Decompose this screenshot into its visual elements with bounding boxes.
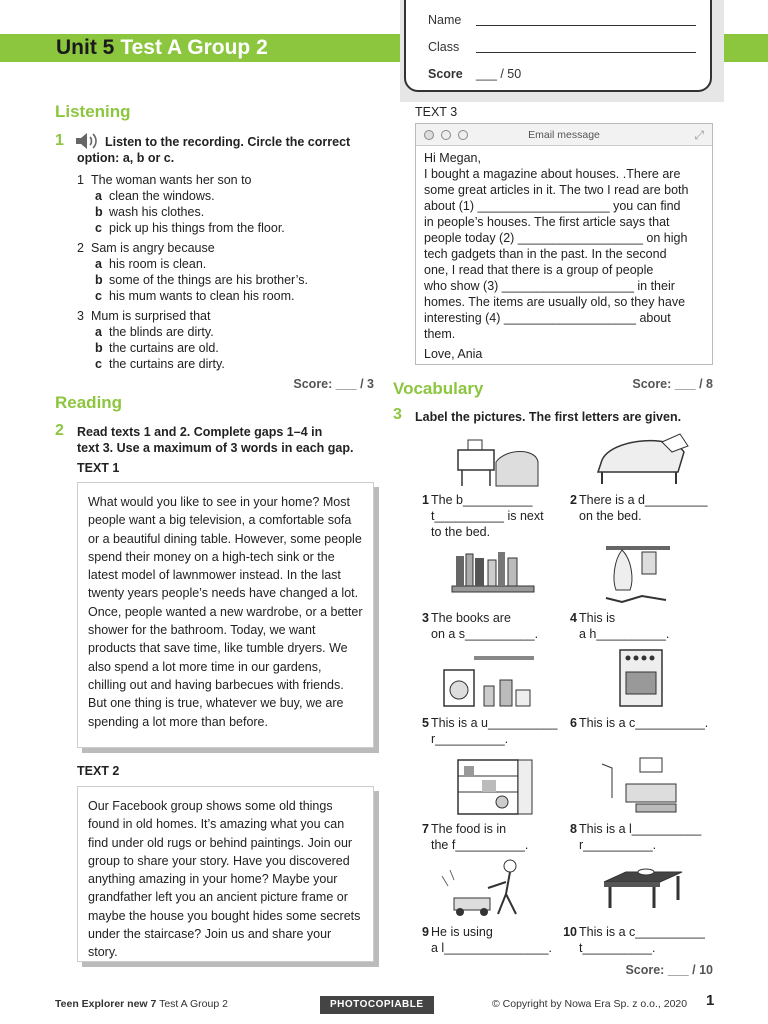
list-item: 1 The woman wants her son to a clean the windows. b wash his clothes. c pick up his things from the floor. <box>77 172 377 240</box>
reading-score: Score: ___ / 8 <box>632 377 713 391</box>
cooker-picture <box>616 646 666 710</box>
vocab-item-1[interactable]: 1 The b__________ t__________ is next to the bed. <box>422 493 544 539</box>
score-box <box>404 0 712 92</box>
vocab-item-5[interactable]: 5 This is a u__________ r__________. <box>422 716 558 746</box>
email-signoff: Love, Ania <box>424 347 483 361</box>
text3-label: TEXT 3 <box>415 105 458 119</box>
listening-heading: Listening <box>55 102 131 121</box>
vocab-item-8[interactable]: 8 This is a l__________ r__________. <box>570 822 702 852</box>
vocab-item-3[interactable]: 3 The books are on a s__________. <box>422 611 539 641</box>
photocopiable-badge: PHOTOCOPIABLE <box>320 996 434 1014</box>
close-icon[interactable] <box>424 130 434 140</box>
vocabulary-heading: Vocabulary <box>393 379 484 398</box>
text1-box <box>77 482 374 748</box>
vocab-item-9[interactable]: 9 He is using a l_______________. <box>422 925 552 955</box>
option-c[interactable]: c pick up his things from the floor. <box>95 221 285 235</box>
minimize-icon[interactable] <box>441 130 451 140</box>
option-b[interactable]: b wash his clothes. <box>95 205 205 219</box>
total-score: ___ / 50 <box>476 67 522 81</box>
email-line: tech gadgets than in the past. In the second <box>424 247 667 261</box>
utility-room-picture <box>440 650 536 710</box>
option-a[interactable]: a the blinds are dirty. <box>95 325 214 339</box>
option-a[interactable]: a his room is clean. <box>95 257 207 271</box>
email-line: in people’s houses. The first article says that <box>424 215 670 229</box>
text1-body: What would you like to see in your home? Most people want a big television, a comfortable sofa or a beautiful dining table. However, some people spend their money on a high-tech sink or the latest model of lawnmower instead. In the last twenty years people’s needs have changed a lot. Once, people wanted a new wardrobe, or a better shower for the bathroom. Today, we want products that save time, like tumble dryers. We also spend a lot more time in our gardens, chilling out and having barbecues with friends. But one thing is true, whatever we buy, we are spending a lot more than before. <box>88 495 363 729</box>
duvet-picture <box>592 430 692 490</box>
reading-instruction: Read texts 1 and 2. Complete gaps 1–4 in <box>77 425 323 439</box>
lawnmower-picture <box>440 856 536 920</box>
email-line: some great articles in it. The two I read are both <box>424 183 689 197</box>
option-a[interactable]: a clean the windows. <box>95 189 215 203</box>
option-c[interactable]: c the curtains are dirty. <box>95 357 225 371</box>
vocabulary-score: Score: ___ / 10 <box>625 963 713 977</box>
exercise-number: 2 <box>55 422 64 439</box>
exercise-number: 3 <box>393 406 402 423</box>
email-line: them. <box>424 327 456 341</box>
gap-2[interactable]: people today (2) __________________ on high <box>424 231 688 245</box>
email-line: I bought a magazine about houses. .There are <box>424 167 681 181</box>
email-body <box>416 146 712 366</box>
vocab-item-10[interactable]: 10 This is a c__________ t__________. <box>563 925 705 955</box>
hall-picture <box>596 542 686 608</box>
email-greeting: Hi Megan, <box>424 151 481 165</box>
vocabulary-instruction: Label the pictures. The first letters are given. <box>415 410 682 424</box>
gap-4[interactable]: interesting (4) ___________________ about <box>424 311 671 325</box>
footer-book: Teen Explorer new 7 Test A Group 2 <box>55 998 228 1010</box>
option-b[interactable]: b the curtains are old. <box>95 341 219 355</box>
resize-icon[interactable]: ⤢ <box>694 128 704 142</box>
class-label: Class <box>428 40 460 54</box>
gap-1[interactable]: about (1) ___________________ you can find <box>424 199 681 213</box>
maximize-icon[interactable] <box>458 130 468 140</box>
email-titlebar <box>416 124 712 146</box>
option-b[interactable]: b some of the things are his brother’s. <box>95 273 308 287</box>
vocab-item-4[interactable]: 4 This is a h__________. <box>570 611 670 641</box>
text2-label: TEXT 2 <box>77 764 120 778</box>
coffee-table-picture <box>598 862 688 912</box>
vocab-item-6[interactable]: 6 This is a c__________. <box>570 716 709 730</box>
living-room-picture <box>596 754 684 816</box>
name-field[interactable] <box>476 12 696 26</box>
page-title <box>56 36 268 60</box>
copyright: © Copyright by Nowa Era Sp. z o.o., 2020 <box>492 998 688 1010</box>
option-c[interactable]: c his mum wants to clean his room. <box>95 289 295 303</box>
email-window <box>415 123 713 365</box>
gap-3[interactable]: who show (3) ___________________ in their <box>424 279 675 293</box>
name-label: Name <box>428 13 462 27</box>
fridge-picture <box>452 756 536 818</box>
listening-items <box>77 172 377 376</box>
class-field[interactable] <box>476 39 696 53</box>
reading-instruction-2: text 3. Use a maximum of 3 words in each gap. <box>77 441 354 455</box>
shelf-picture <box>448 546 538 598</box>
email-line: homes. The items are usually old, so they have <box>424 295 686 309</box>
page-number: 1 <box>706 992 715 1009</box>
listening-instruction-2: option: a, b or c. <box>77 151 175 165</box>
vocab-item-2[interactable]: 2 There is a d_________ on the bed. <box>570 493 708 523</box>
listening-score: Score: ___ / 3 <box>293 377 374 391</box>
bedside-table-picture <box>450 432 540 488</box>
text2-body: Our Facebook group shows some old things found in old homes. It’s amazing what you can find under old rugs or behind paintings. Join our group to share your story. Have you discovered anything amazing in your home? Maybe your grandfather left you an ancient picture frame or maybe the house you bought hides some secrets under the staircase? Join us and share your story. <box>88 799 361 960</box>
vocab-item-7[interactable]: 7 The food is in the f__________. <box>422 822 529 852</box>
unit-label: Unit 5 <box>56 36 115 59</box>
text1-label: TEXT 1 <box>77 461 120 475</box>
list-item: 2 Sam is angry because a his room is clean. b some of the things are his brother’s. c his mum wants to clean his room. <box>77 240 377 308</box>
list-item: 3 Mum is surprised that a the blinds are dirty. b the curtains are old. c the curtains are dirty. <box>77 308 377 376</box>
test-subtitle: Test A Group 2 <box>120 36 268 59</box>
email-title: Email message <box>528 129 600 141</box>
score-label: Score <box>428 67 463 81</box>
exercise-number: 1 <box>55 132 64 149</box>
listening-instruction: Listen to the recording. Circle the correct <box>105 135 351 149</box>
text2-box <box>77 786 374 962</box>
email-line: one, I read that there is a group of people <box>424 263 654 277</box>
reading-heading: Reading <box>55 393 123 412</box>
